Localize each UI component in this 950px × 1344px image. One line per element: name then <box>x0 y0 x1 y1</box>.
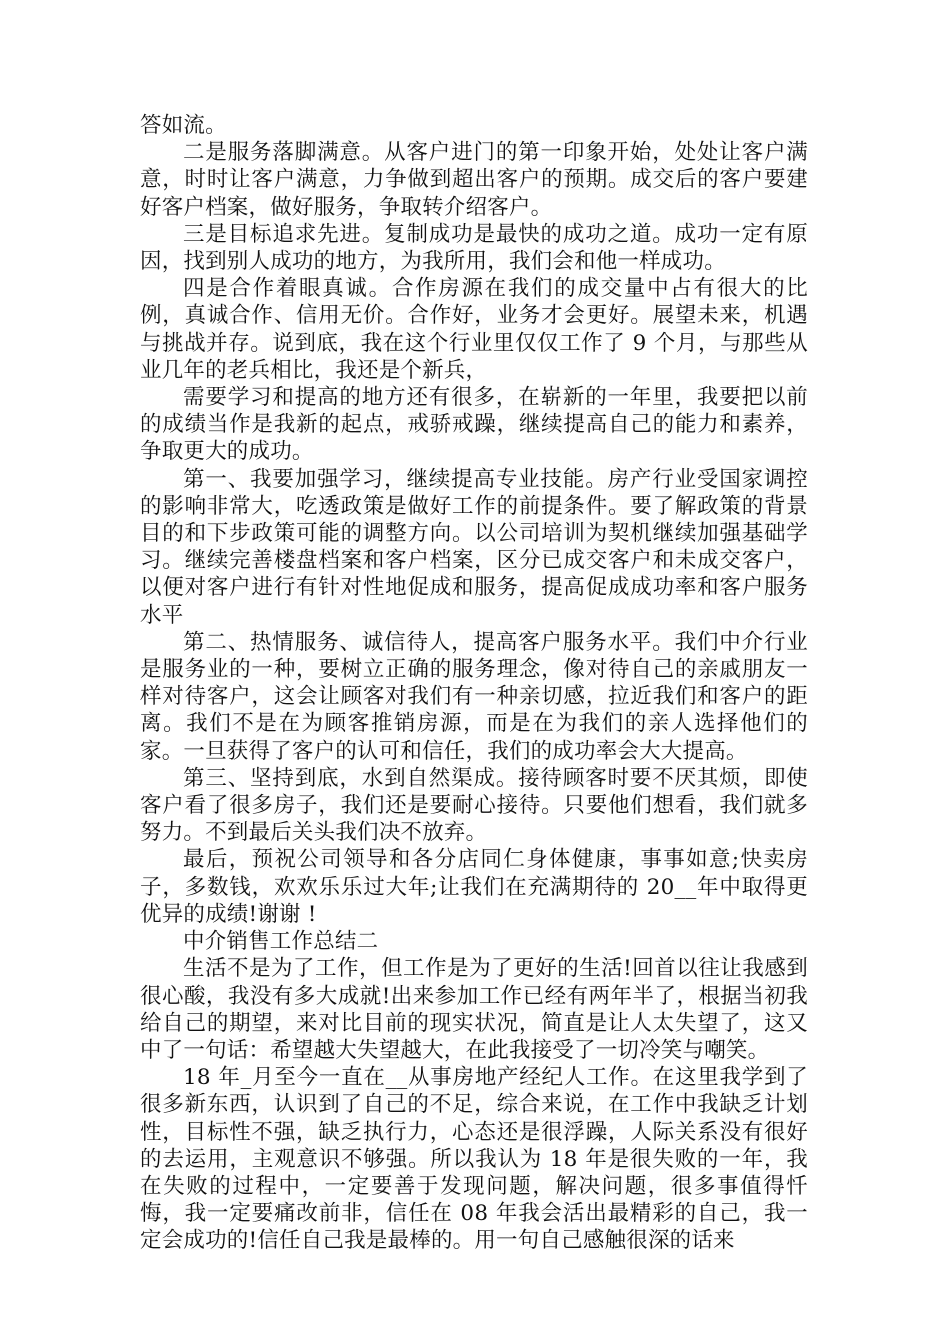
paragraph: 生活不是为了工作，但工作是为了更好的生活!回首以往让我感到很心酸，我没有多大成就!出来参加工作已经有两年半了，根据当初我给自己的期望，来对比目前的现实状况，简直是让人太失望了，这又中了一句话：希望越大失望越大，在此我接受了一切冷笑与嘲笑。 <box>140 956 808 1063</box>
paragraph: 第二、热情服务、诚信待人，提高客户服务水平。我们中介行业是服务业的一种，要树立正确的服务理念，像对待自己的亲戚朋友一样对待客户，这会让顾客对我们有一种亲切感，拉近我们和客户的距离。我们不是在为顾客推销房源，而是在为我们的亲人选择他们的家。一旦获得了客户的认可和信任，我们的成功率会大大提高。 <box>140 629 808 764</box>
paragraph: 18 年_月至今一直在__从事房地产经纪人工作。在这里我学到了很多新东西，认识到了自己的不足，综合来说，在工作中我缺乏计划性，目标性不强，缺乏执行力，心态还是很浮躁，人际关系没有很好的去运用，主观意识不够强。所以我认为 18 年是很失败的一年，我在失败的过程中，一定要善于发现问题，解决问题，很多事值得忏悔，我一定要痛改前非，信任在 08 年我会活出最精彩的自己，我一定会成功的!信任自己我是最棒的。用一句自己感触很深的话来 <box>140 1065 808 1254</box>
paragraph: 最后，预祝公司领导和各分店同仁身体健康，事事如意;快卖房子，多数钱，欢欢乐乐过大年;让我们在充满期待的 20__年中取得更优异的成绩!谢谢 ! <box>140 847 808 927</box>
paragraph: 三是目标追求先进。复制成功是最快的成功之道。成功一定有原因，找到别人成功的地方，为我所用，我们会和他一样成功。 <box>140 221 808 275</box>
paragraph: 答如流。 <box>140 113 227 138</box>
paragraph: 需要学习和提高的地方还有很多，在崭新的一年里，我要把以前的成绩当作是我新的起点，戒骄戒躁，继续提高自己的能力和素养，争取更大的成功。 <box>140 385 808 465</box>
paragraph: 第三、坚持到底，水到自然渠成。接待顾客时要不厌其烦，即使客户看了很多房子，我们还是要耐心接待。只要他们想看，我们就多努力。不到最后关头我们决不放弃。 <box>140 765 808 846</box>
paragraph: 二是服务落脚满意。从客户进门的第一印象开始，处处让客户满意，时时让客户满意，力争做到超出客户的预期。成交后的客户要建好客户档案，做好服务，争取转介绍客户。 <box>140 140 808 220</box>
section-heading: 中介销售工作总结二 <box>183 929 379 955</box>
paragraph: 第一、我要加强学习，继续提高专业技能。房产行业受国家调控的影响非常大，吃透政策是做好工作的前提条件。要了解政策的背景目的和下步政策可能的调整方向。以公司培训为契机继续加强基础学习。继续完善楼盘档案和客户档案，区分已成交客户和未成交客户，以便对客户进行有针对性地促成和服务，提高促成成功率和客户服务水平 <box>140 466 808 628</box>
paragraph: 四是合作着眼真诚。合作房源在我们的成交量中占有很大的比例，真诚合作、信用无价。合作好，业务才会更好。展望未来，机遇与挑战并存。说到底，我在这个行业里仅仅工作了 9 个月，与那些从业几年的老兵相比，我还是个新兵， <box>140 276 808 383</box>
document-body <box>140 112 808 1255</box>
